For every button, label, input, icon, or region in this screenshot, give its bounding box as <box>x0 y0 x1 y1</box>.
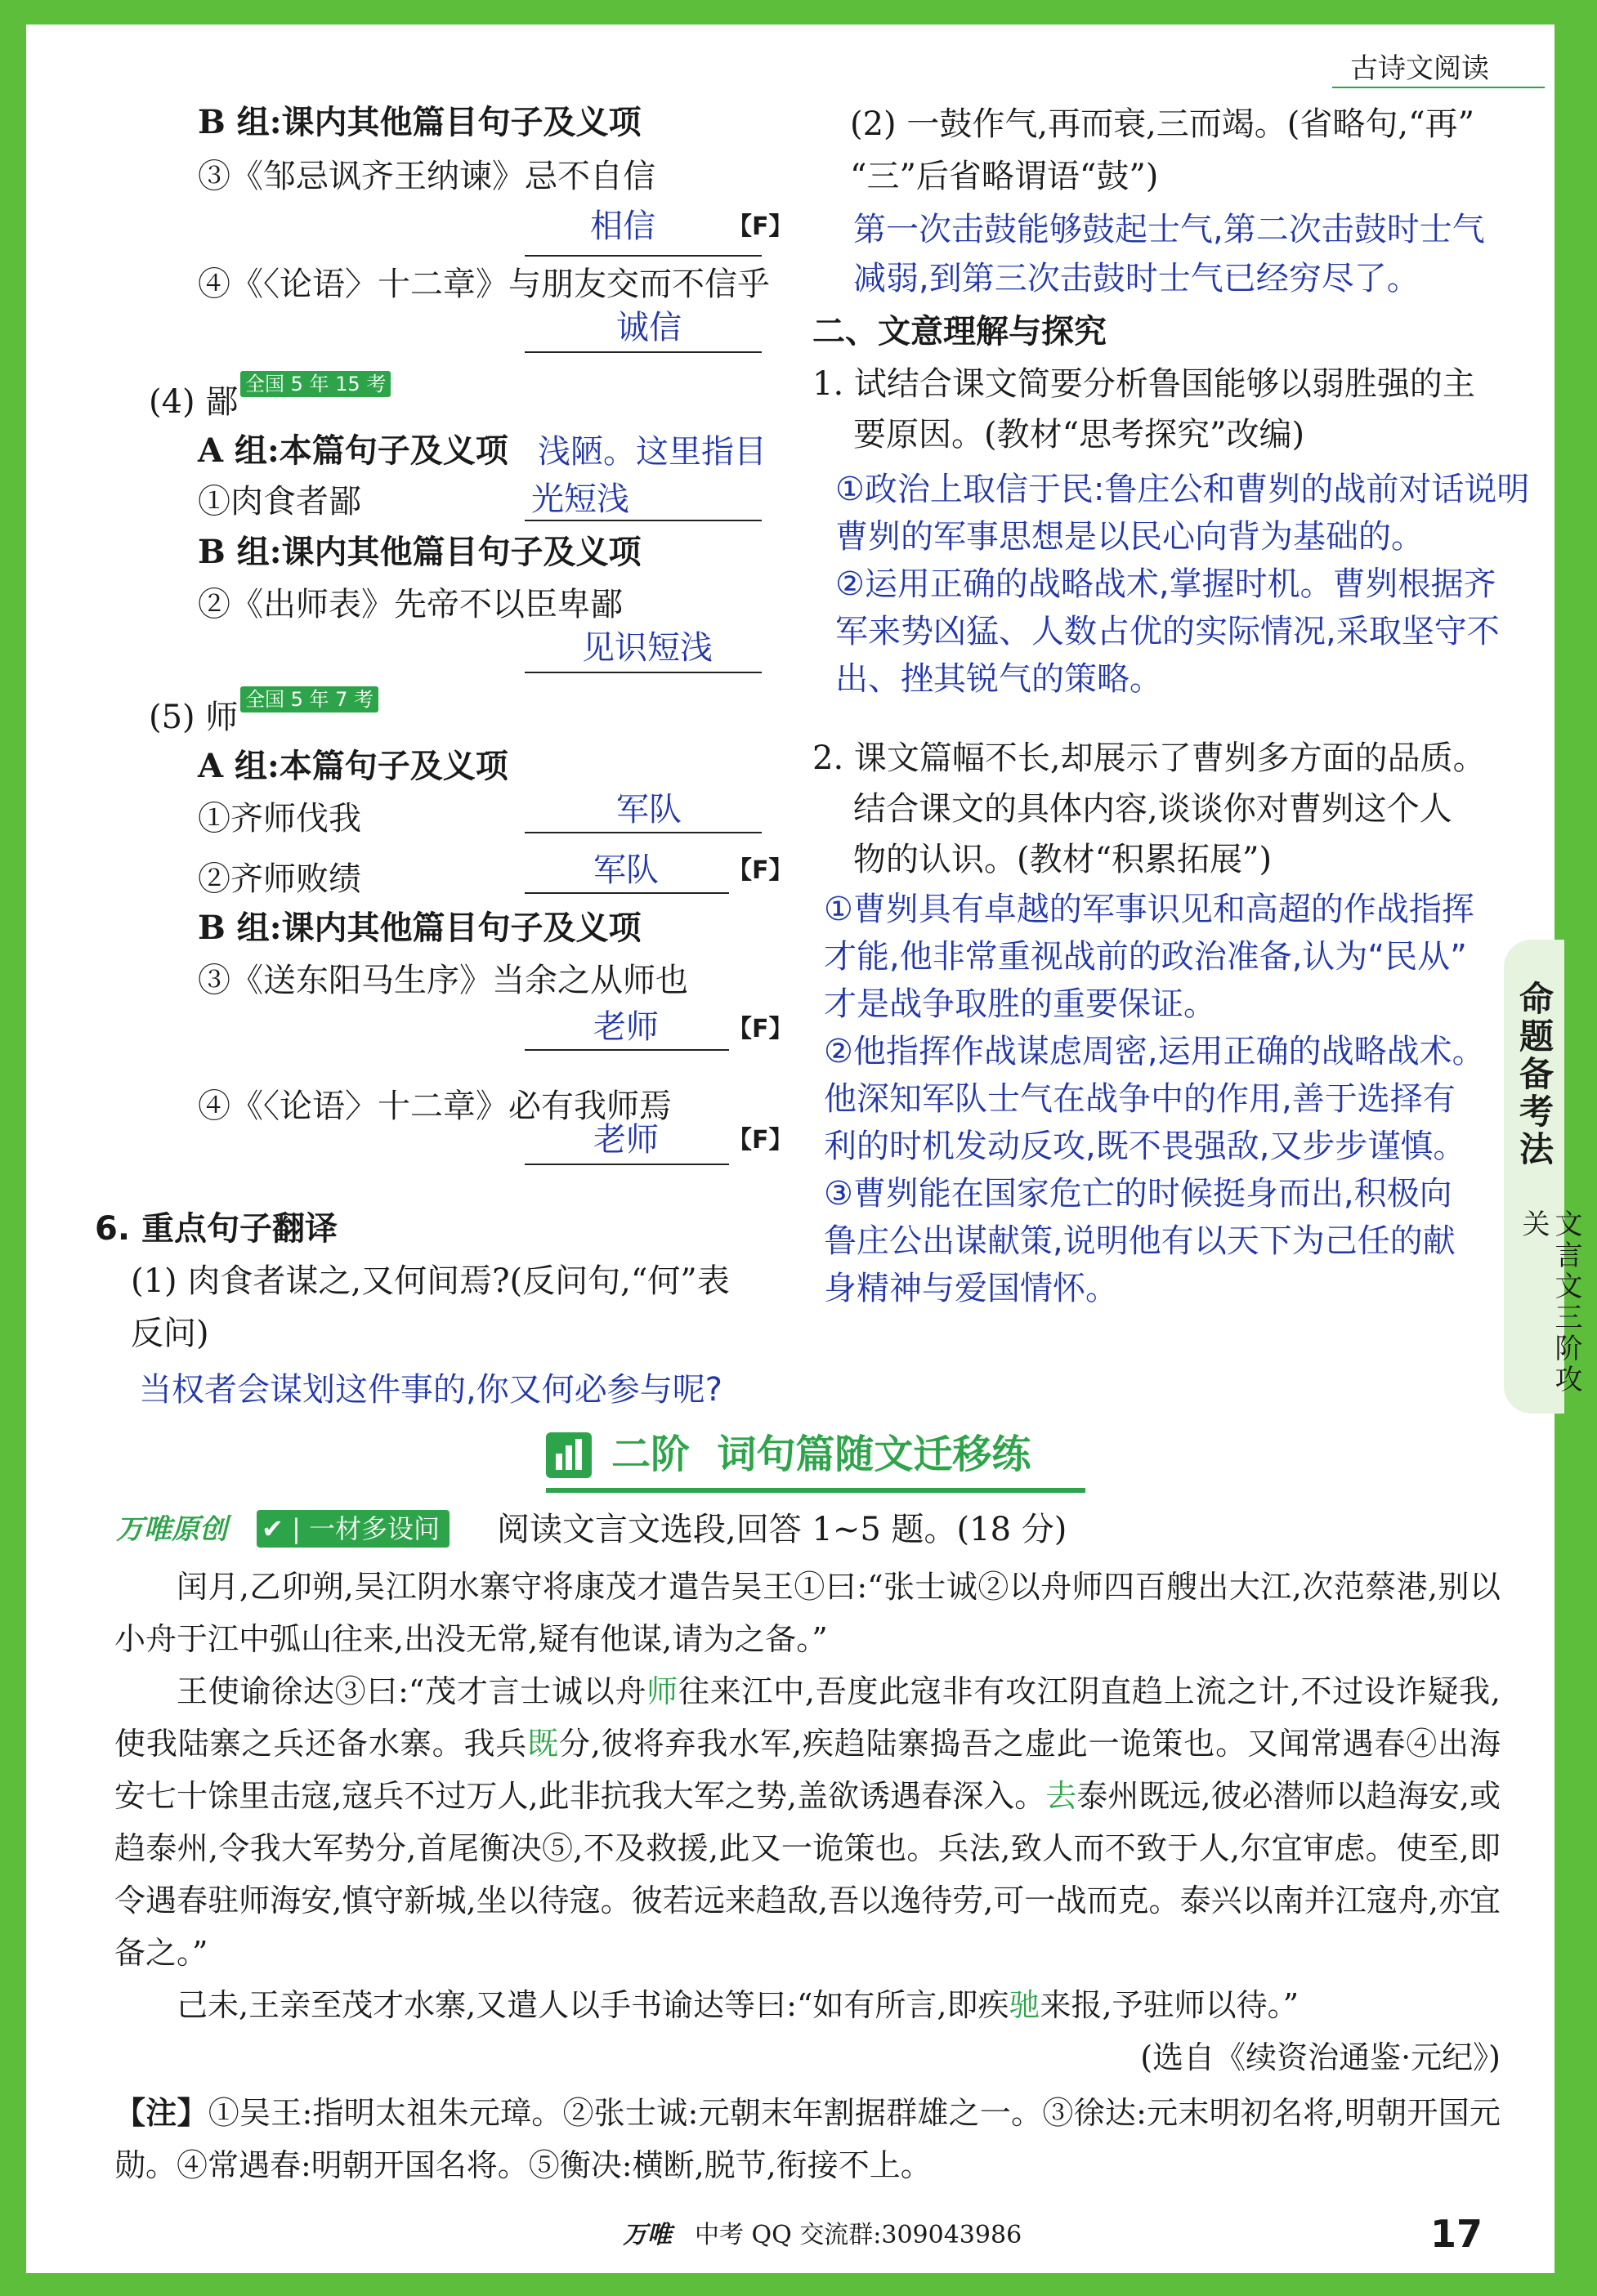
b-group-label: B 组:课内其他篇目句子及义项 <box>198 909 642 947</box>
vocab-item: ②《出师表》先帝不以臣卑鄙 <box>198 586 623 623</box>
question-2-answer: 鲁庄公出谋献策,说明他有以天下为己任的献 <box>824 1222 1456 1260</box>
highlight-word: 师 <box>646 1673 678 1709</box>
question-2-answer: 他深知军队士气在战争中的作用,善于选择有 <box>824 1080 1456 1118</box>
question-1-answer: ②运用正确的战略战术,掌握时机。曹刿根据齐 <box>835 565 1496 603</box>
answer-line <box>525 1049 729 1051</box>
answer-line <box>525 672 762 673</box>
section-heading: 二、文意理解与探究 <box>812 313 1107 351</box>
question-1-line2: 要原因。(教材“思考探究”改编) <box>853 416 1305 453</box>
a-group-label: A 组:本篇句子及义项 <box>198 747 508 785</box>
answer-line <box>525 1164 729 1165</box>
passage-paragraph: 闰月,乙卯朔,吴江阴水寨守将康茂才遣告吴王①曰:“张士诚②以舟师四百艘出大江,次范蔡港,别以小舟于江中弧山往来,出没无常,疑有他谋,请为之备。” <box>114 1569 1501 1657</box>
f-mark: 【F】 <box>727 1126 794 1155</box>
highlight-word: 驰 <box>1009 1987 1040 2023</box>
question-1-line1: 1. 试结合课文简要分析鲁国能够以弱胜强的主 <box>812 365 1475 403</box>
passage-text: 往来江中,吾度此寇非有攻江阴直趋上流之计,不过设诈疑我,使我陆寨之兵还备水寨。我兵 <box>114 1673 1501 1762</box>
check-icon: ✔ | <box>262 1513 301 1544</box>
question-2-answer: ③曹刿能在国家危亡的时候挺身而出,积极向 <box>824 1175 1452 1213</box>
vocab-item: ③《邹忌讽齐王纳谏》忌不自信 <box>198 158 655 195</box>
b-group-label: B 组:课内其他篇目句子及义项 <box>198 533 642 571</box>
answer-text: 浅陋。这里指目 <box>538 433 767 471</box>
section-title: 二阶 词句篇随文迁移练 <box>611 1432 1031 1477</box>
question-2-line3: 物的认识。(教材“积累拓展”) <box>853 841 1273 878</box>
q6-title: 6. 重点句子翻译 <box>95 1210 338 1248</box>
note-text: ①吴王:指明太祖朱元璋。②张士诚:元朝末年割据群雄之一。③徐达:元末明初名将,明朝开国元勋。④常遇春:明朝开国名将。⑤衡决:横断,脱节,衔接不上。 <box>114 2095 1501 2183</box>
q6-2-answer: 第一次击鼓能够鼓起士气,第二次击鼓时士气 <box>853 211 1485 248</box>
answer-line <box>525 520 762 521</box>
vocab-item: ①肉食者鄙 <box>198 483 361 520</box>
answer-text: 见识短浅 <box>582 629 713 667</box>
question-2-answer: ②他指挥作战谋虑周密,运用正确的战略战术。 <box>824 1033 1485 1070</box>
f-mark: 【F】 <box>727 1015 794 1043</box>
section-banner <box>546 1426 1085 1493</box>
answer-line <box>525 832 762 833</box>
q6-1-line2: 反问) <box>131 1315 209 1352</box>
passage-text: 分,彼将弃我水军,疾趋陆寨捣吾之虚此一诡策也。又闻常遇春④出海安七十馀里击寇,寇兵不过万人,此非抗我大军之势,盖欲诱遇春深入。 <box>114 1726 1501 1814</box>
sidebar-tab-bottom: 文言文三阶攻关 <box>1517 1209 1582 1396</box>
question-2-line1: 2. 课文篇幅不长,却展示了曹刿多方面的品质。 <box>812 739 1486 777</box>
f-mark: 【F】 <box>727 856 794 885</box>
passage-text: 泰州既远,彼必潜师以趋海安,或趋泰州,令我大军势分,首尾衡决⑤,不及救援,此又一诡策也。兵法,致人而不致于人,尔宜审虑。使至,即令遇春驻师海安,慎守新城,坐以待寇。彼若远来趋敌,吾以逸待劳,可一战而克。泰兴以南并江寇舟,亦宜备之。” <box>114 1778 1501 1971</box>
a-group-label: A 组:本篇句子及义项 <box>198 431 508 470</box>
passage-source: (选自《续资治通鉴·元纪》) <box>1140 2039 1501 2075</box>
brand-label: 万唯原创 <box>116 1513 227 1546</box>
vocab-item: ③《送东阳马生序》当余之从师也 <box>198 962 688 999</box>
answer-text: 老师 <box>593 1008 659 1046</box>
question-1-answer: 曹刿的军事思想是以民心向背为基础的。 <box>835 518 1424 556</box>
header-rule <box>1332 87 1545 88</box>
sidebar-tab-top: 命题备考法 <box>1514 980 1555 1168</box>
badge <box>257 1510 450 1548</box>
answer-line <box>525 892 729 894</box>
answer-line <box>525 255 762 257</box>
f-mark: 【F】 <box>727 212 794 241</box>
vocab-item: ④《〈论语〉十二章》必有我师焉 <box>198 1088 672 1125</box>
question-1-answer: ①政治上取信于民:鲁庄公和曹刿的战前对话说明 <box>835 471 1530 508</box>
vocab-item: ①齐师伐我 <box>198 800 361 838</box>
q6-2-answer: 减弱,到第三次击鼓时士气已经穷尽了。 <box>853 260 1420 297</box>
frequency-tag: 全国 5 年 7 考 <box>240 686 378 712</box>
question-1-answer: 出、挫其锐气的策略。 <box>835 660 1162 698</box>
answer-text: 相信 <box>590 208 655 245</box>
highlight-word: 去 <box>1045 1778 1077 1814</box>
passage-text: 来报,予驻师以待。” <box>1040 1987 1300 2023</box>
question-2-answer: 才是战争取胜的重要保证。 <box>824 985 1216 1023</box>
question-1-answer: 军来势凶猛、人数占优的实际情况,采取坚守不 <box>835 613 1500 650</box>
passage-note <box>114 2087 1501 2191</box>
vocab-item: ④《〈论语〉十二章》与朋友交而不信乎 <box>198 266 770 303</box>
question-2-answer: 利的时机发动反攻,既不畏强敌,又步步谨慎。 <box>824 1128 1466 1165</box>
q6-1-line1: (1) 肉食者谋之,又何间焉?(反问句,“何”表 <box>131 1262 730 1300</box>
badge-label: 一材多设问 <box>308 1513 440 1544</box>
bar-chart-icon <box>546 1432 592 1478</box>
q6-2-line2: “三”后省略谓语“鼓”) <box>850 158 1159 195</box>
highlight-word: 既 <box>527 1726 560 1762</box>
passage-paragraph <box>114 1979 1501 2031</box>
question-2-line2: 结合课文的具体内容,谈谈你对曹刿这个人 <box>853 790 1452 828</box>
answer-text: 光短浅 <box>531 480 629 518</box>
answer-line <box>525 351 762 353</box>
note-label: 【注】 <box>114 2095 208 2131</box>
question-2-answer: 才能,他非常重视战前的政治准备,认为“民从” <box>824 938 1467 976</box>
vocab-item: ②齐师败绩 <box>198 860 361 898</box>
footer-text: 中考 QQ 交流群:309043986 <box>695 2221 1022 2249</box>
page-number: 17 <box>1430 2212 1483 2256</box>
word-label: (4) 鄙 <box>149 383 239 421</box>
page <box>26 25 1555 2273</box>
passage <box>114 1561 1501 2191</box>
q6-2-line1: (2) 一鼓作气,再而衰,三而竭。(省略句,“再” <box>850 105 1475 143</box>
b-group-label: B 组:课内其他篇目句子及义项 <box>198 103 642 141</box>
sidebar-tab-lower <box>1504 1209 1582 1422</box>
question-2-answer: ①曹刿具有卓越的军事识见和高超的作战指挥 <box>824 891 1474 928</box>
question-2-answer: 身精神与爱国情怀。 <box>824 1270 1118 1307</box>
q6-1-answer: 当权者会谋划这件事的,你又何必参与呢? <box>139 1371 722 1409</box>
answer-text: 老师 <box>593 1121 659 1159</box>
answer-text: 诚信 <box>616 309 682 346</box>
frequency-tag: 全国 5 年 15 考 <box>240 371 391 397</box>
footer-brand: 万唯 <box>623 2221 672 2249</box>
passage-text: 己未,王亲至茂才水寨,又遣人以手书谕达等曰:“如有所言,即疾 <box>177 1987 1009 2023</box>
answer-text: 军队 <box>616 791 682 829</box>
reading-instruction: 阅读文言文选段,回答 1~5 题。(18 分) <box>497 1511 1067 1548</box>
answer-text: 军队 <box>593 851 659 889</box>
header-title: 古诗文阅读 <box>1350 52 1489 85</box>
passage-text: 王使谕徐达③曰:“茂才言士诚以舟 <box>177 1673 647 1709</box>
word-label: (5) 师 <box>149 699 239 736</box>
passage-paragraph <box>114 1665 1501 1979</box>
